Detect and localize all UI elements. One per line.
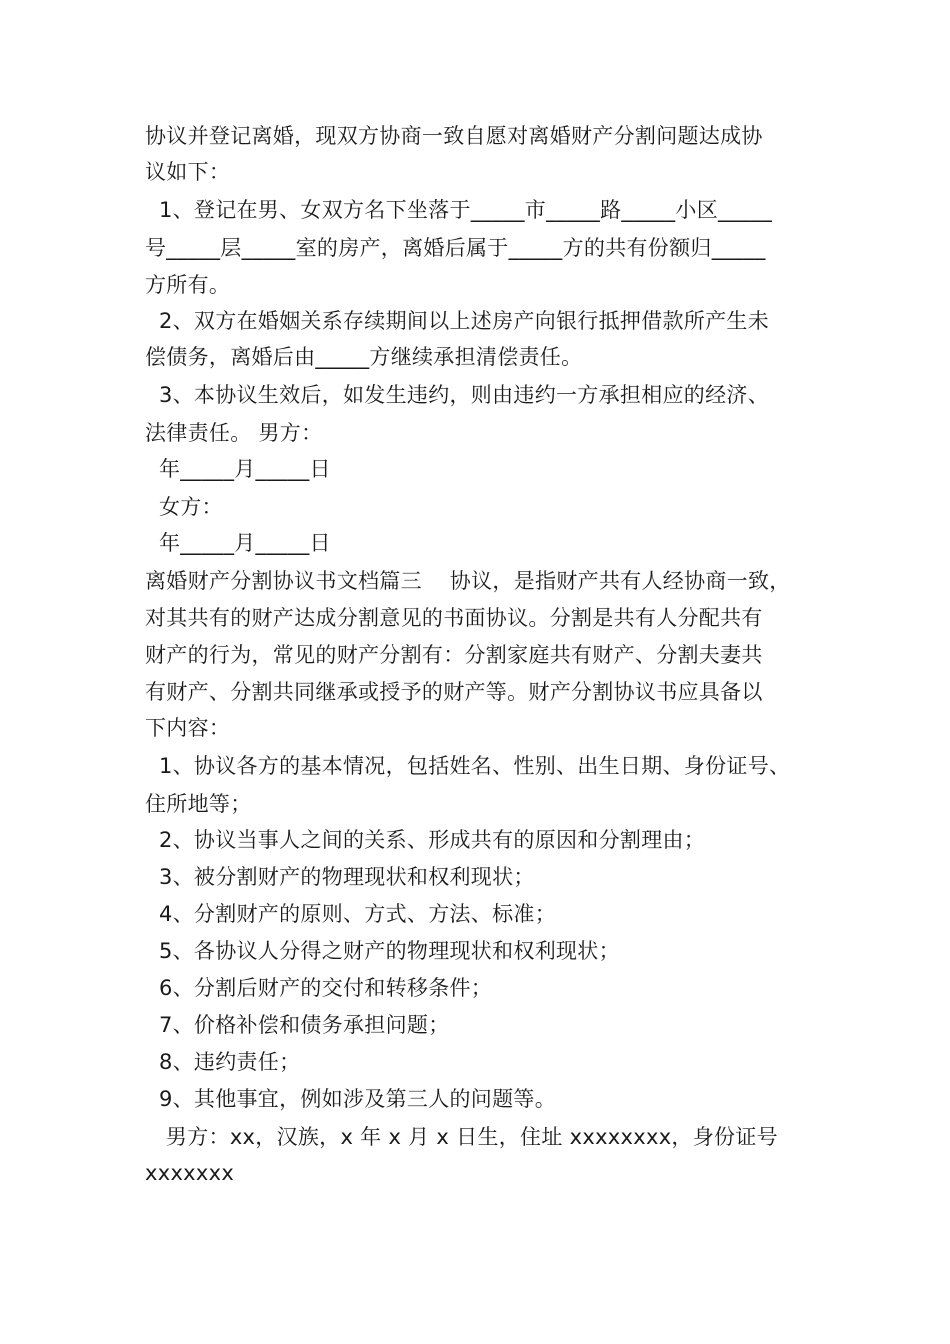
text-line: 2、双方在婚姻关系存续期间以上述房产向银行抵押借款所产生未 [145,309,770,333]
text-line: 方所有。 [145,273,231,297]
text-line: 7、价格补偿和债务承担问题； [145,1013,450,1037]
text-line: 偿债务，离婚后由_____方继续承担清偿责任。 [145,345,583,369]
text-line: 离婚财产分割协议书文档篇三 协议，是指财产共有人经协商一致， [145,569,791,593]
text-line: 8、违约责任； [145,1050,301,1074]
text-line: 议如下： [145,160,231,184]
text-line: 3、被分割财产的物理现状和权利现状； [145,865,535,889]
text-line: 法律责任。 男方： [145,421,323,445]
text-line: 男方：xx，汉族，x 年 x 月 x 日生，住址 xxxxxxxx，身份证号 [145,1125,778,1149]
text-line: 5、各协议人分得之财产的物理现状和权利现状； [145,939,620,963]
text-line: 号_____层_____室的房产，离婚后属于_____方的共有份额归_____ [145,236,766,260]
text-line: 财产的行为，常见的财产分割有：分割家庭共有财产、分割夫妻共 [145,643,763,667]
text-line: 2、协议当事人之间的关系、形成共有的原因和分割理由； [145,828,706,852]
text-line: 1、协议各方的基本情况，包括姓名、性别、出生日期、身份证号、 [145,754,791,778]
text-line: 协议并登记离婚，现双方协商一致自愿对离婚财产分割问题达成协 [145,124,763,148]
text-line: 3、本协议生效后，如发生违约，则由违约一方承担相应的经济、 [145,383,770,407]
text-line: 有财产、分割共同继承或授予的财产等。财产分割协议书应具备以 [145,680,763,704]
text-line: 下内容： [145,716,231,740]
text-line: 年_____月_____日 [145,457,331,481]
text-line: 住所地等； [145,792,252,816]
text-line: 女方： [145,495,223,519]
text-line: 9、其他事宜，例如涉及第三人的问题等。 [145,1087,557,1111]
text-line: 年_____月_____日 [145,531,331,555]
text-line: 对其共有的财产达成分割意见的书面协议。分割是共有人分配共有 [145,606,763,630]
text-line: 6、分割后财产的交付和转移条件； [145,976,493,1000]
text-line: 4、分割财产的原则、方式、方法、标准； [145,902,557,926]
text-line: xxxxxxx [145,1161,235,1185]
text-line: 1、登记在男、女双方名下坐落于_____市_____路_____小区_____ [145,198,773,222]
